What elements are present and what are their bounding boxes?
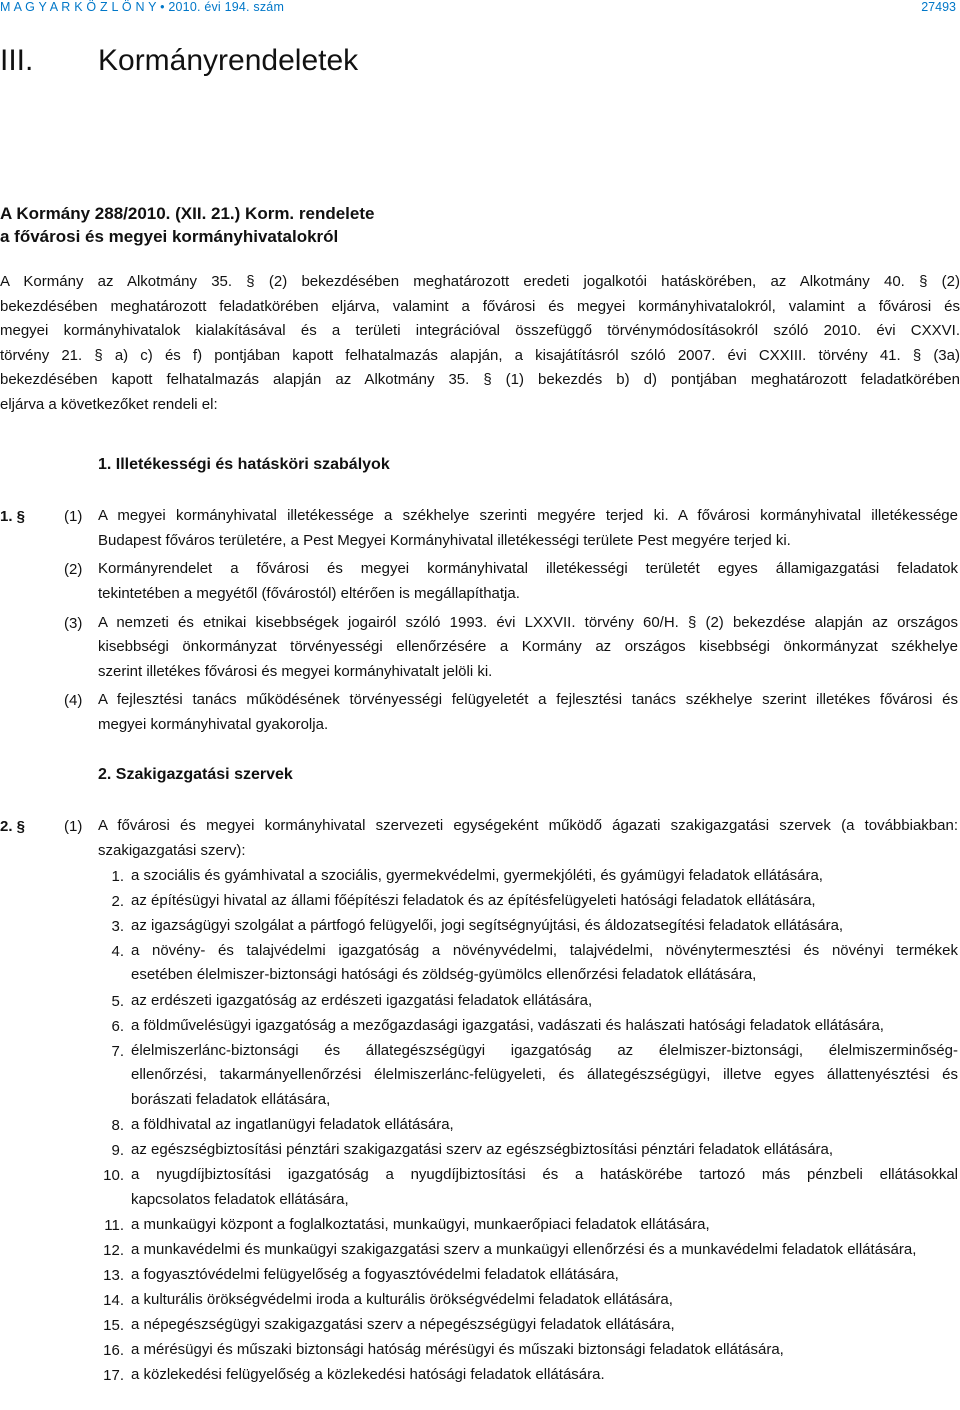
section-heading: 1. Illetékességi és hatásköri szabályok xyxy=(98,456,390,473)
text-line: a munkavédelmi és munkaügyi szakigazgatási szerv a munkaügyi ellenőrzési és a munkavédelmi feladatok ellátására, xyxy=(131,1240,917,1258)
text-line: szakigazgatási szerv): xyxy=(98,841,246,859)
section-heading: 2. Szakigazgatási szervek xyxy=(98,766,293,783)
list-item xyxy=(131,1363,958,1388)
list-item xyxy=(131,1288,958,1313)
text-line: a munkaügyi központ a foglalkoztatási, munkaügyi, munkaerőpiaci feladatok ellátására, xyxy=(131,1215,710,1233)
text-line: a közlekedési felügyelőség a közlekedési hatósági feladatok ellátására. xyxy=(131,1366,605,1384)
text-line: ellenőrzési, takarmányellenőrzési élelmiszerlánc-felügyeleti, és állategészségügyi, illetve egyes állattenyésztési és xyxy=(131,1066,958,1084)
chapter-number: III. xyxy=(0,44,34,77)
text-line: Budapest főváros területére, a Pest Megyei Kormányhivatal illetékességi területe Pest megyére terjed ki. xyxy=(98,531,791,549)
chapter-title: Kormányrendeletek xyxy=(98,44,359,77)
preamble-line: A Kormány az Alkotmány 35. § (2) bekezdésében meghatározott eredeti jogalkotói hatáskörében, az Alkotmány 40. § (2) xyxy=(0,273,960,290)
publication-title: M A G Y A R K Ö Z L Ö N Y • 2010. évi 194. szám xyxy=(0,0,285,14)
text-line: szerint illetékes fővárosi és megyei kormányhivatalt jelöli ki. xyxy=(98,662,493,680)
text-line: az építésügyi hivatal az állami főépítészi feladatok és az építésfelügyeleti hatósági feladatok ellátására, xyxy=(131,891,816,909)
text-line: Kormányrendelet a fővárosi és megyei kormányhivatal illetékességi területét egyes államigazgatási feladatok xyxy=(98,560,958,578)
paragraph-number: 1. § xyxy=(0,508,26,525)
text-line: a szociális és gyámhivatal a szociális, gyermekvédelmi, gyermekjóléti, és gyámügyi feladatok ellátására, xyxy=(131,866,823,884)
subsection-number: (3) xyxy=(64,614,83,632)
list-item xyxy=(131,1338,958,1363)
text-line: a növény- és talajvédelmi igazgatóság a növényvédelmi, talajvédelmi, növénytermesztési és növényi termékek xyxy=(131,941,958,959)
list-item xyxy=(131,1138,958,1163)
decree-title xyxy=(0,202,960,248)
list-item-number: 14. xyxy=(103,1291,124,1309)
list-item-number: 17. xyxy=(103,1367,124,1385)
page-number: 27493 xyxy=(921,0,956,14)
list-item-number: 9. xyxy=(111,1141,124,1159)
text-line: megyei kormányhivatal gyakorolja. xyxy=(98,715,329,733)
text-line: a fogyasztóvédelmi felügyelőség a fogyasztóvédelmi feladatok ellátására, xyxy=(131,1265,619,1283)
text-line: a népegészségügyi szakigazgatási szerv a népegészségügyi feladatok ellátására, xyxy=(131,1316,675,1333)
list-item xyxy=(131,1163,958,1212)
decree-title-line: A Kormány 288/2010. (XII. 21.) Korm. rendelete xyxy=(0,204,375,223)
paragraph-number: 2. § xyxy=(0,818,26,835)
list-item-number: 6. xyxy=(111,1017,124,1035)
text-line: a földművelésügyi igazgatóság a mezőgazdasági igazgatási, vadászati és halászati hatósági feladatok ellátására, xyxy=(131,1016,884,1034)
subsection-text xyxy=(98,504,958,553)
preamble-line: bekezdésében meghatározott feladatkörében eljárva, valamint a fővárosi és megyei kormányhivatalokról, valamint a fővárosi és xyxy=(0,297,960,315)
text-line: A megyei kormányhivatal illetékessége a székhelye szerinti megyére terjed ki. A fővárosi kormányhivatal illetékessége xyxy=(98,507,958,524)
text-line: a mérésügyi és műszaki biztonsági hatóság mérésügyi és műszaki biztonsági feladatok ellátására, xyxy=(131,1341,784,1359)
subsection-number: (2) xyxy=(64,561,83,579)
list-item-number: 2. xyxy=(111,892,124,910)
text-line: élelmiszerlánc-biztonsági és állategészségügyi igazgatóság az élelmiszer-biztonsági, élelmiszerminőség- xyxy=(131,1041,958,1059)
subsection-text xyxy=(98,557,958,606)
subsection-text xyxy=(98,611,958,685)
list-item-number: 7. xyxy=(111,1042,124,1060)
list-item-number: 13. xyxy=(103,1266,124,1284)
list-item xyxy=(131,914,958,939)
list-item xyxy=(131,889,958,914)
text-line: a kulturális örökségvédelmi iroda a kulturális örökségvédelmi feladatok ellátására, xyxy=(131,1290,673,1308)
preamble xyxy=(0,270,960,417)
text-line: A nemzeti és etnikai kisebbségek jogairól szóló 1993. évi LXXVII. törvény 60/H. § (2) bekezdése alapján az országos xyxy=(98,613,958,631)
text-line: a földhivatal az ingatlanügyi feladatok ellátására, xyxy=(131,1115,454,1133)
preamble-line: bekezdésében kapott felhatalmazás alapján az Alkotmány 35. § (1) bekezdés b) d) pontjában meghatározott feladatkörében xyxy=(0,371,960,388)
list-item xyxy=(131,1238,958,1263)
subsection-number: (1) xyxy=(64,508,83,525)
text-line: borászati feladatok ellátására, xyxy=(131,1090,331,1108)
list-item xyxy=(131,1113,958,1138)
list-item xyxy=(131,1213,958,1238)
text-line: kapcsolatos feladatok ellátására, xyxy=(131,1190,349,1208)
list-item-number: 12. xyxy=(103,1241,124,1259)
list-item xyxy=(131,1313,958,1338)
preamble-line: eljárva a következőket rendeli el: xyxy=(0,395,218,413)
list-item-number: 4. xyxy=(111,942,124,960)
preamble-line: törvény 21. § a) c) és f) pontjában kapott felhatalmazás alapján, a kisajátításról szóló 2007. évi CXXIII. törvény 41. § (3a) xyxy=(0,346,960,364)
list-item-number: 1. xyxy=(111,867,124,885)
list-item xyxy=(131,1039,958,1113)
list-item-number: 16. xyxy=(103,1342,124,1360)
chapter-heading xyxy=(0,44,960,88)
preamble-line: megyei kormányhivatalok kialakításával és a területi integrációval összefüggő törvénymódosításokról szóló 2010. évi CXXVI. xyxy=(0,322,960,339)
text-line: A fővárosi és megyei kormányhivatal szervezeti egységeként működő ágazati szakigazgatási szervek (a továbbiakban: xyxy=(98,817,958,834)
text-line: kisebbségi önkormányzat törvényességi ellenőrzésére a Kormány az országos kisebbségi önkormányzat székhelye xyxy=(98,638,958,656)
subsection-number: (4) xyxy=(64,692,83,710)
list-item-number: 10. xyxy=(103,1167,124,1184)
text-line: esetében élelmiszer-biztonsági hatósági és zöldség-gyümölcs ellenőrzési feladatok ellátására, xyxy=(131,966,757,984)
text-line: a nyugdíjbiztosítási igazgatóság a nyugdíjbiztosítási és a hatáskörébe tartozó más pénzbeli ellátásokkal xyxy=(131,1166,958,1183)
list-item-number: 15. xyxy=(103,1317,124,1334)
text-line: tekintetében a megyétől (fővárostól) eltérően is megállapíthatja. xyxy=(98,584,520,602)
page-header xyxy=(0,0,960,14)
text-line: A fejlesztési tanács működésének törvényességi felügyeletét a fejlesztési tanács székhelye szerint illetékes fővárosi és xyxy=(98,691,958,709)
list-item-number: 5. xyxy=(111,992,124,1010)
list-item xyxy=(131,939,958,988)
decree-title-line: a fővárosi és megyei kormányhivatalokról xyxy=(0,227,339,246)
list-item xyxy=(131,989,958,1014)
text-line: az egészségbiztosítási pénztári szakigazgatási szerv az egészségbiztosítási pénztári feladatok ellátására, xyxy=(131,1140,834,1158)
list-item xyxy=(131,864,958,889)
text-line: az igazságügyi szolgálat a pártfogó felügyelői, jogi segítségnyújtási, és áldozatsegítési feladatok ellátására, xyxy=(131,916,844,934)
list-item xyxy=(131,1014,958,1039)
list-item xyxy=(131,1263,958,1288)
subsection-number: (1) xyxy=(64,818,83,835)
list-item-number: 8. xyxy=(111,1116,124,1134)
subsection-text xyxy=(98,814,958,863)
text-line: az erdészeti igazgatóság az erdészeti igazgatási feladatok ellátására, xyxy=(131,991,593,1009)
list-item-number: 11. xyxy=(104,1216,124,1234)
subsection-text xyxy=(98,688,958,737)
list-item-number: 3. xyxy=(111,917,124,935)
